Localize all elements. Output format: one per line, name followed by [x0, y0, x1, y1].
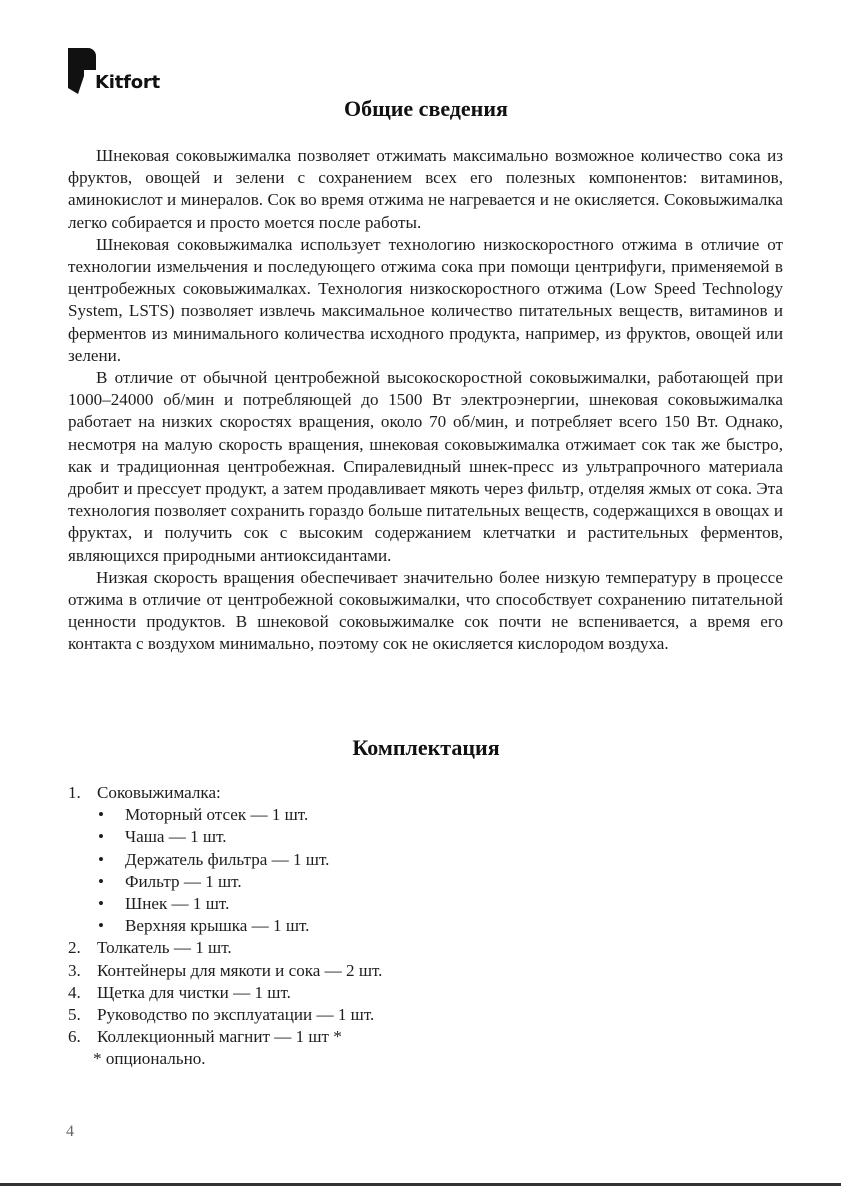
- list-item-number: 1.: [68, 783, 81, 802]
- sub-list-item-text: Шнек — 1 шт.: [125, 893, 230, 913]
- list-item-text: Щетка для чистки — 1 шт.: [97, 982, 291, 1002]
- bullet-icon: •: [98, 893, 104, 913]
- section-title-general: Общие сведения: [344, 96, 508, 121]
- list-item: [68, 782, 768, 804]
- page-number: 4: [66, 1123, 74, 1140]
- kitfort-logo-icon: [68, 48, 96, 94]
- list-item-text: Толкатель — 1 шт.: [97, 938, 232, 958]
- list-item-number: 3.: [68, 960, 81, 980]
- bullet-icon: •: [98, 827, 104, 847]
- sub-list-item-text: Чаша — 1 шт.: [125, 827, 227, 847]
- sub-list-item-text: Фильтр — 1 шт.: [125, 871, 242, 891]
- bullet-icon: •: [98, 916, 104, 936]
- list-item-text: Соковыжималка:: [97, 783, 221, 802]
- sub-list-item-text: Моторный отсек — 1 шт.: [125, 805, 309, 825]
- bullet-icon: •: [98, 871, 104, 891]
- sub-list-item: [68, 849, 768, 871]
- sub-list-item-text: Держатель фильтра — 1 шт.: [125, 849, 330, 869]
- kitfort-logo: [68, 48, 188, 98]
- bullet-icon: •: [98, 849, 104, 869]
- paragraph: Низкая скорость вращения обеспечивает значительно более низкую температуру в процессе отжима в отличие от центробежной соковыжималки, что способствует сохранению питательной ценности продуктов. В шнековой соковыжималке сок почти не вспенивается, а время его контакта с воздухом минимально, поэтому сок не окисляется кислородом воздуха.: [68, 567, 783, 654]
- sub-list-item: [68, 826, 768, 848]
- sub-list-item-text: Верхняя крышка — 1 шт.: [125, 916, 310, 936]
- list-item-number: 5.: [68, 1004, 81, 1024]
- sub-list-item: [68, 871, 768, 893]
- list-item: [68, 982, 768, 1004]
- list-item-text: Коллекционный магнит — 1 шт *: [97, 1027, 342, 1047]
- paragraph: Шнековая соковыжималка использует технологию низкоскоростного отжима в отличие от технологии измельчения и последующего отжима сока при помощи центрифуги, применяемой в центробежных соковыжималках. Технология низкоскоростного отжима (Low Speed Technology System, LSTS) позволяет извлечь максимальное количество питательных веществ, витаминов и ферментов из минимального количества исходного продукта, например, из фруктов, овощей или зелени.: [68, 234, 783, 365]
- bullet-icon: •: [98, 805, 104, 825]
- kit-list: [68, 782, 768, 1070]
- sub-list-item: [68, 915, 768, 937]
- list-item-number: 6.: [68, 1027, 81, 1047]
- list-item: [68, 1026, 768, 1048]
- list-item: [68, 1004, 768, 1026]
- paragraph: В отличие от обычной центробежной высокоскоростной соковыжималки, работающей при 1000–24000 об/мин и потребляющей до 1500 Вт электроэнергии, шнековая соковыжималка работает на низких скоростях вращения, около 70 об/мин, и потребляет всего 150 Вт. Однако, несмотря на малую скорость вращения, шнековая соковыжималка отжимает сок так же быстро, как и традиционная центробежная. Спиралевидный шнек-пресс из ультрапрочного материала дробит и прессует продукт, а затем продавливает мякоть через фильтр, отделяя жмых от сока. Эта технология позволяет сохранить гораздо больше питательных веществ, содержащихся в овощах и фруктах, и получить сок с высоким содержанием клетчатки и растительных ферментов, являющихся природными антиоксидантами.: [68, 368, 783, 565]
- sub-list-item: [68, 893, 768, 915]
- logo-text: Kitfort: [95, 72, 161, 93]
- footnote: * опционально.: [93, 1049, 206, 1069]
- general-text: [68, 145, 783, 656]
- list-item: [68, 937, 768, 959]
- list-item: [68, 960, 768, 982]
- sub-list-item: [68, 804, 768, 826]
- list-item-text: Контейнеры для мякоти и сока — 2 шт.: [97, 960, 383, 980]
- list-item-number: 2.: [68, 938, 81, 958]
- paragraph: Шнековая соковыжималка позволяет отжимать максимально возможное количество сока из фруктов, овощей и зелени с сохранением всех его полезных компонентов: витаминов, аминокислот и минералов. Сок во время отжима не нагревается и не окисляется. Соковыжималка легко собирается и просто моется после работы.: [68, 146, 783, 232]
- section-title-kit: Комплектация: [352, 735, 500, 760]
- list-item-number: 4.: [68, 982, 81, 1002]
- list-item-text: Руководство по эксплуатации — 1 шт.: [97, 1004, 375, 1024]
